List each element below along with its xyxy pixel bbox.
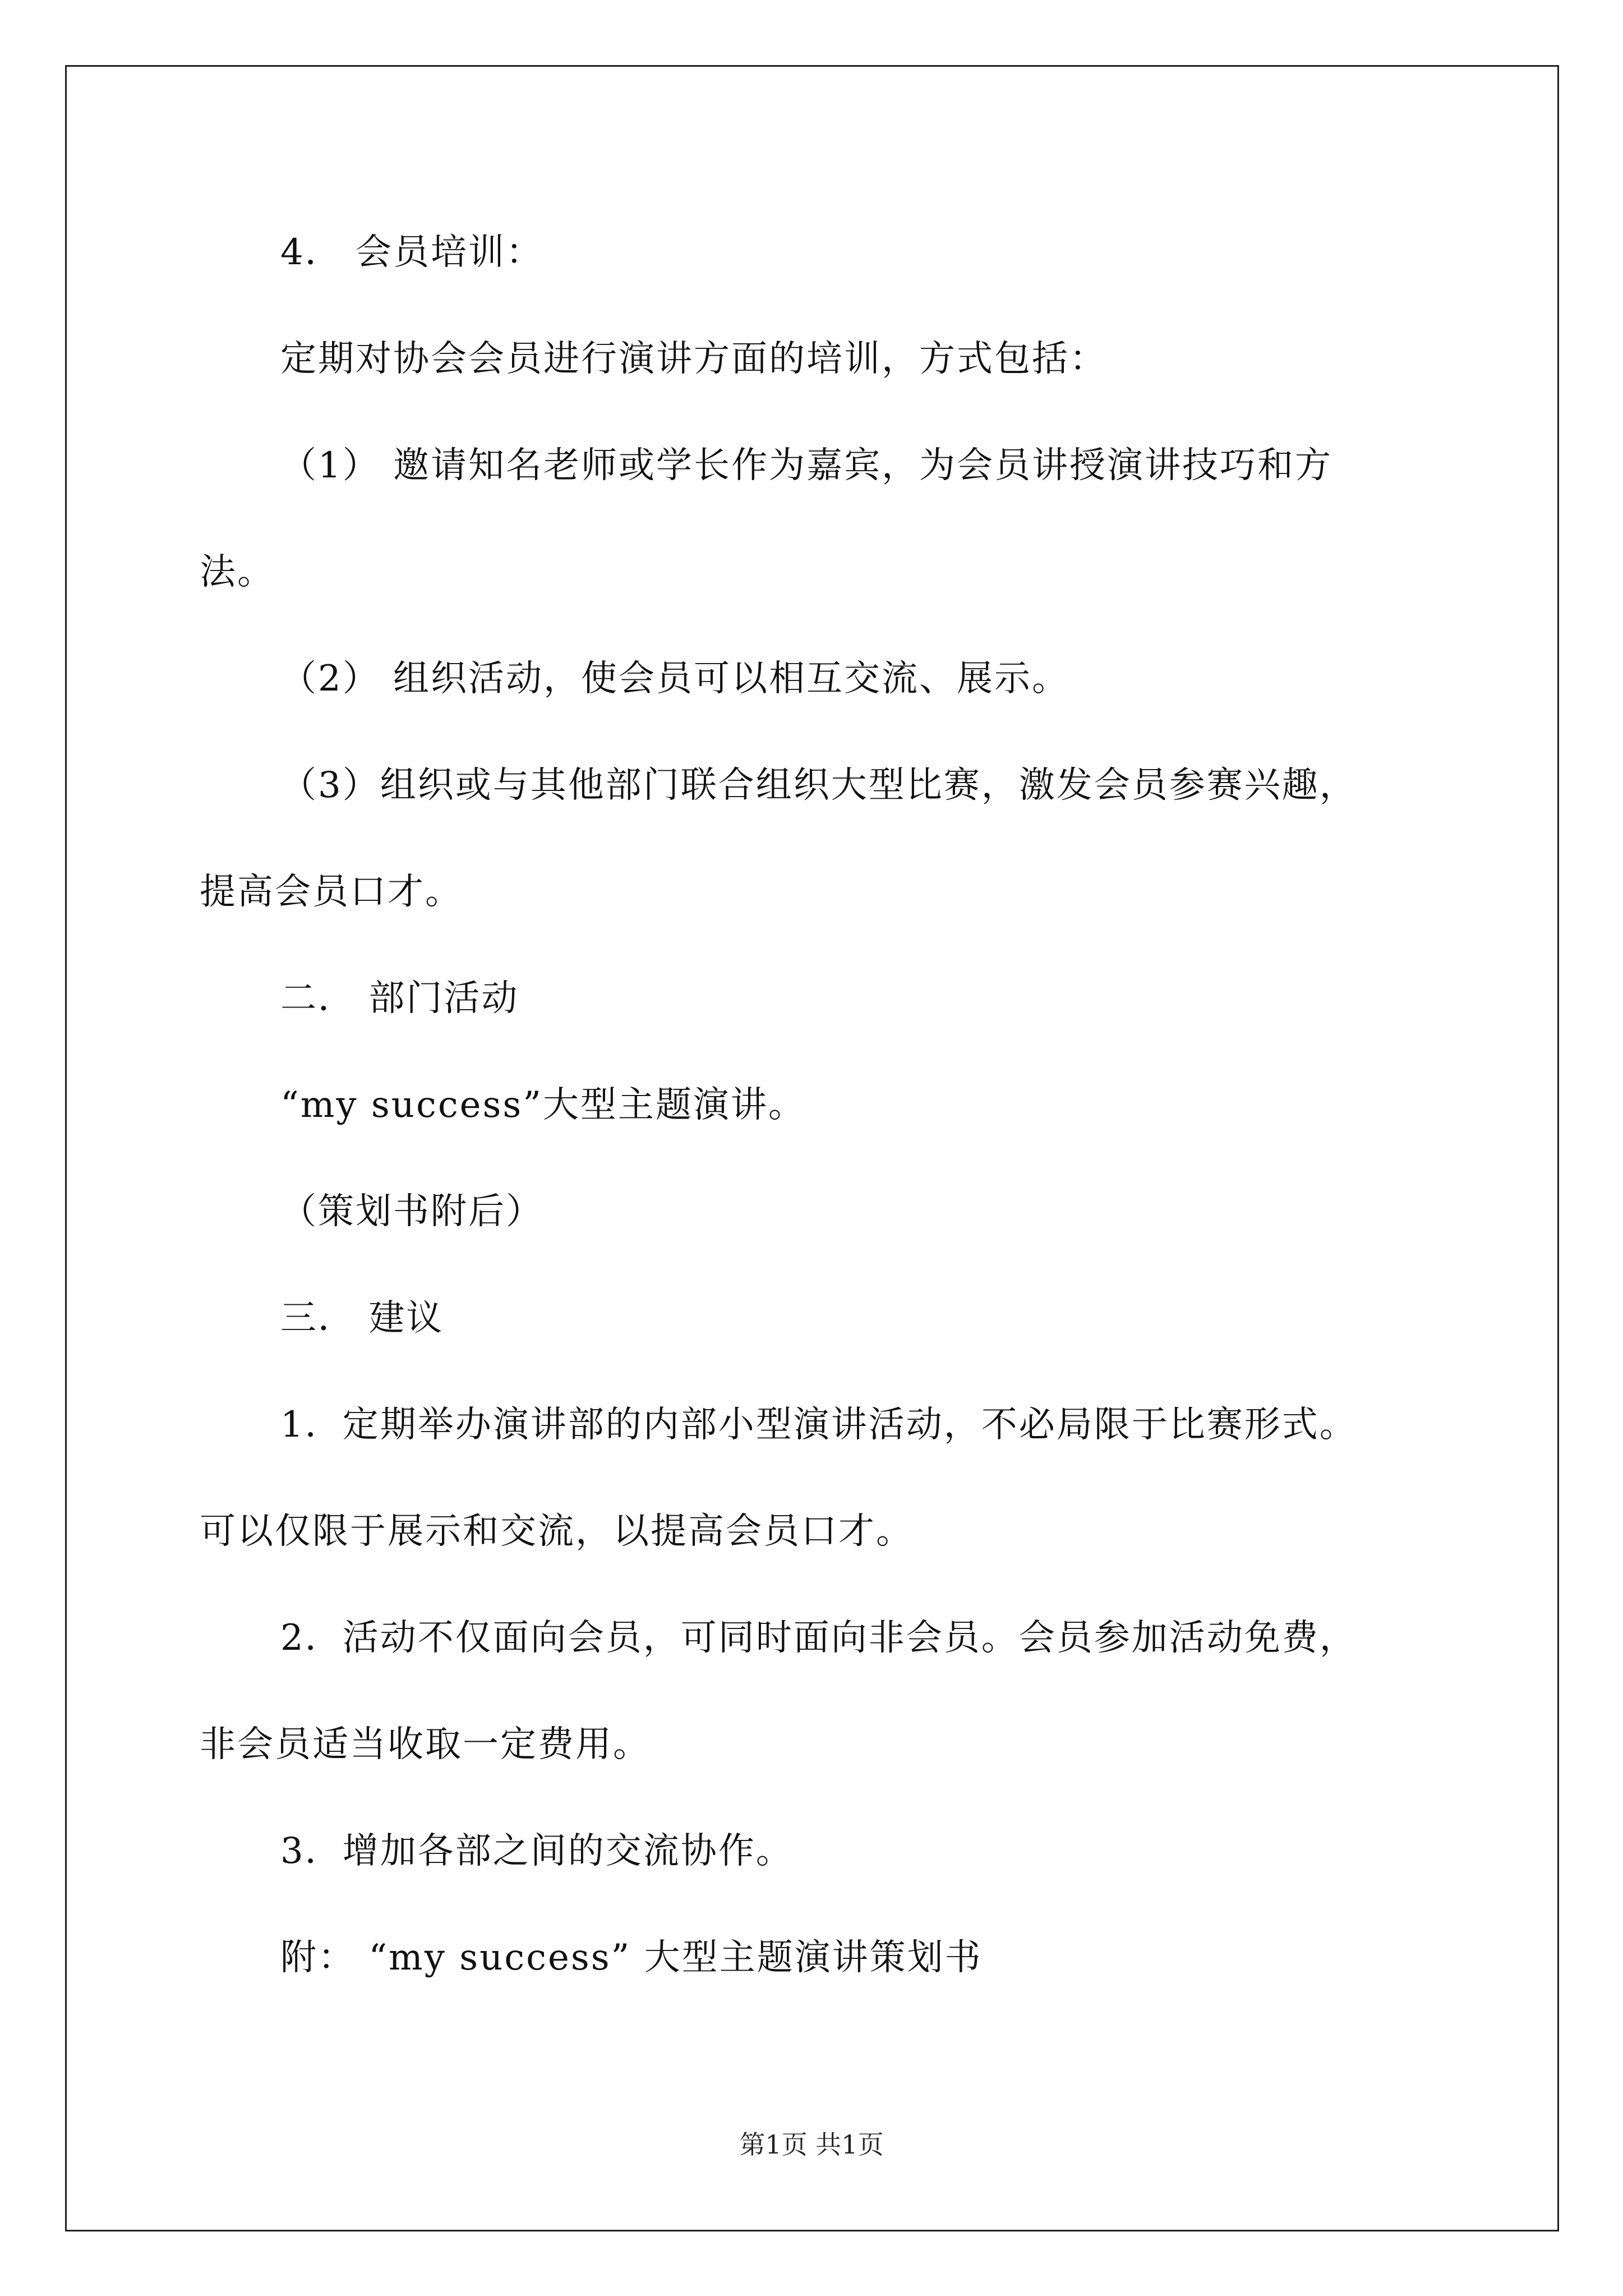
list-item-organize-activities: （2） 组织活动，使会员可以相互交流、展示。 (280, 658, 1070, 700)
list-item-organize-competitions: （3）组织或与其他部门联合组织大型比赛，激发会员参赛兴趣， (280, 765, 1357, 806)
paragraph-plan-attached: （策划书附后） (280, 1191, 543, 1232)
page-number-footer: 第1页 共1页 (739, 2129, 884, 2160)
suggestion-item-3: 3．增加各部之间的交流协作。 (280, 1830, 794, 1872)
list-item-invite-guests: （1） 邀请知名老师或学长作为嘉宾，为会员讲授演讲技巧和方 (280, 445, 1333, 486)
suggestion-item-2-continued: 非会员适当收取一定费用。 (200, 1724, 651, 1765)
suggestion-item-1-continued: 可以仅限于展示和交流，以提高会员口才。 (200, 1511, 914, 1552)
page-border (65, 65, 1559, 2231)
list-item-organize-competitions-continued: 提高会员口才。 (200, 871, 463, 913)
suggestion-item-2: 2．活动不仅面向会员，可同时面向非会员。会员参加活动免费， (280, 1617, 1357, 1659)
suggestion-item-1: 1．定期举办演讲部的内部小型演讲活动，不必局限于比赛形式。 (280, 1404, 1357, 1446)
paragraph-main-event: “my success”大型主题演讲。 (280, 1084, 806, 1126)
paragraph-training-intro: 定期对协会会员进行演讲方面的培训，方式包括： (280, 338, 1107, 380)
section-heading-suggestions: 三． 建议 (280, 1297, 444, 1339)
section-heading-member-training: 4． 会员培训： (280, 232, 544, 273)
list-item-invite-guests-continued: 法。 (200, 551, 275, 593)
section-heading-department-activities: 二． 部门活动 (280, 978, 519, 1019)
appendix-title: 附： “my success” 大型主题演讲策划书 (280, 1937, 983, 1978)
